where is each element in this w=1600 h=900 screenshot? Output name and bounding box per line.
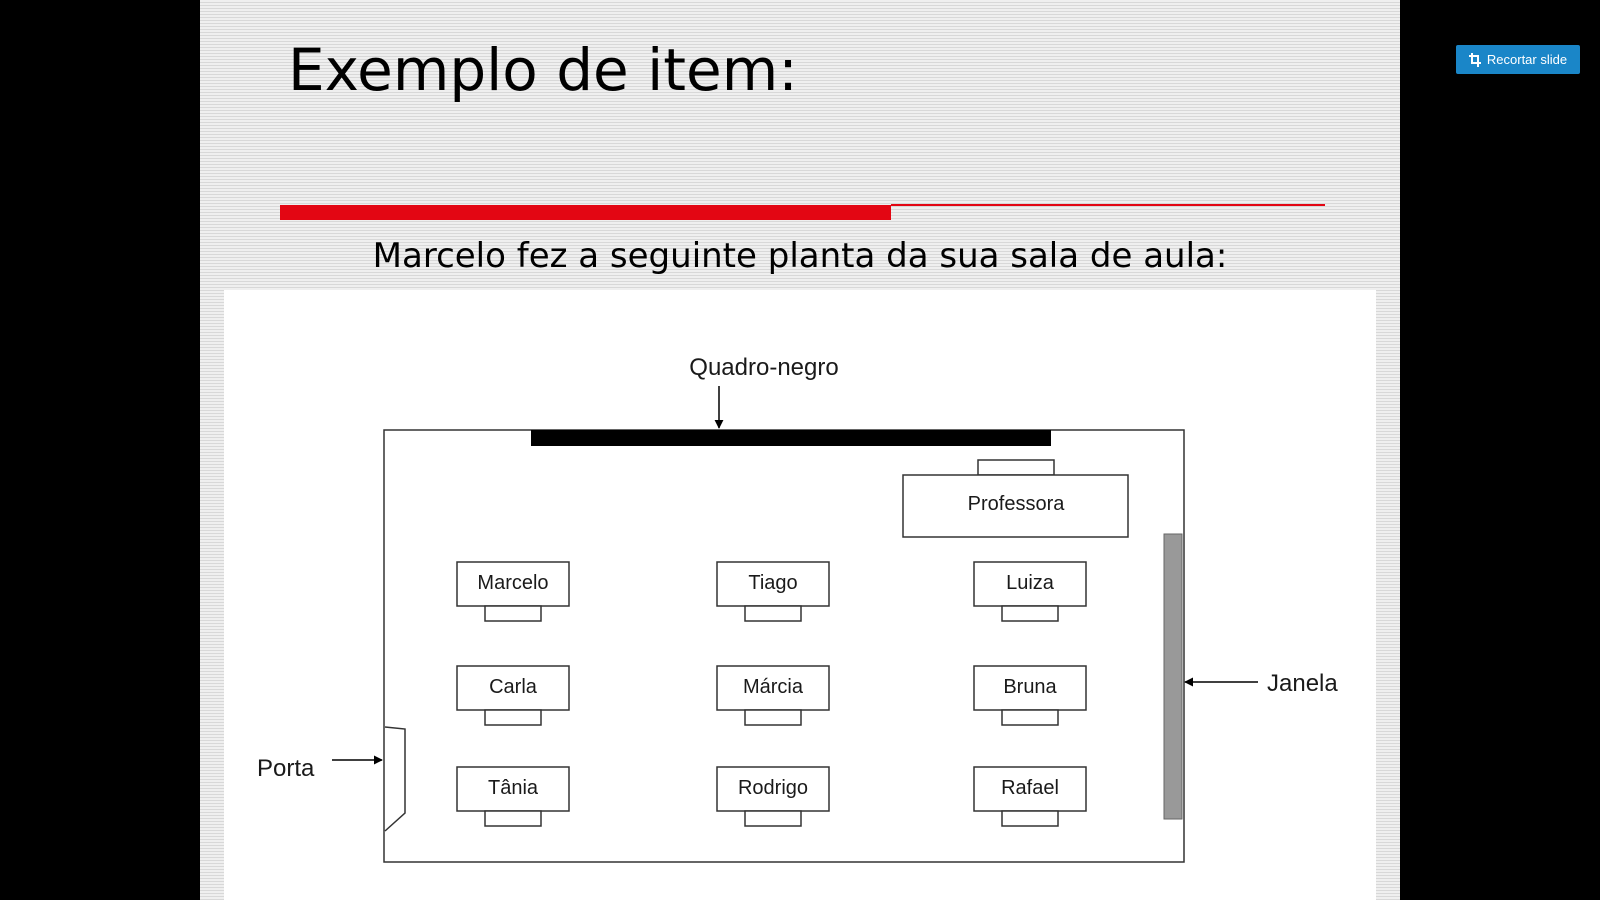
desk-chair bbox=[1002, 811, 1058, 826]
student-desk bbox=[974, 666, 1086, 725]
desk-chair bbox=[745, 811, 801, 826]
window bbox=[1164, 534, 1182, 819]
slide bbox=[200, 0, 1400, 900]
student-name: Márcia bbox=[742, 676, 804, 698]
desk-chair bbox=[745, 606, 801, 621]
student-desk bbox=[717, 562, 829, 621]
desk-chair bbox=[745, 710, 801, 725]
student-name: Tiago bbox=[748, 572, 798, 594]
student-name: Bruna bbox=[1003, 676, 1057, 698]
window-label: Janela bbox=[1267, 670, 1338, 697]
student-name: Rodrigo bbox=[737, 777, 809, 799]
student-desk bbox=[717, 666, 829, 725]
door bbox=[385, 727, 405, 831]
desk-chair bbox=[485, 606, 541, 621]
student-name: Tânia bbox=[487, 777, 539, 799]
title-accent-bar bbox=[280, 205, 891, 220]
student-name: Rafael bbox=[1001, 777, 1059, 799]
desk-chair bbox=[485, 710, 541, 725]
blackboard-label: Quadro-negro bbox=[689, 354, 839, 381]
student-desk bbox=[974, 767, 1086, 826]
teacher-label: Professora bbox=[967, 493, 1065, 515]
title-accent-line bbox=[891, 204, 1325, 206]
teacher-desk bbox=[903, 460, 1128, 537]
student-desk bbox=[974, 562, 1086, 621]
student-name: Luiza bbox=[1006, 572, 1054, 594]
classroom-plan-figure bbox=[224, 290, 1376, 900]
door-label: Porta bbox=[257, 755, 315, 782]
blackboard bbox=[531, 430, 1051, 446]
student-desk bbox=[457, 666, 569, 725]
student-name: Marcelo bbox=[477, 572, 549, 594]
desk-chair bbox=[1002, 606, 1058, 621]
teacher-chair bbox=[978, 460, 1054, 475]
classroom-plan-diagram bbox=[224, 290, 1376, 900]
student-desks bbox=[457, 562, 1086, 826]
desk-chair bbox=[485, 811, 541, 826]
slide-subtitle: Marcelo fez a seguinte planta da sua sala de aula: bbox=[372, 236, 1228, 276]
student-desk bbox=[457, 562, 569, 621]
student-desk bbox=[717, 767, 829, 826]
crop-slide-label: Recortar slide bbox=[1486, 52, 1568, 67]
slide-title: Exemplo de item: bbox=[288, 36, 798, 104]
student-name: Carla bbox=[489, 676, 537, 698]
crop-slide-button[interactable] bbox=[1456, 45, 1580, 74]
crop-slide-icon bbox=[1469, 53, 1481, 67]
desk-chair bbox=[1002, 710, 1058, 725]
student-desk bbox=[457, 767, 569, 826]
